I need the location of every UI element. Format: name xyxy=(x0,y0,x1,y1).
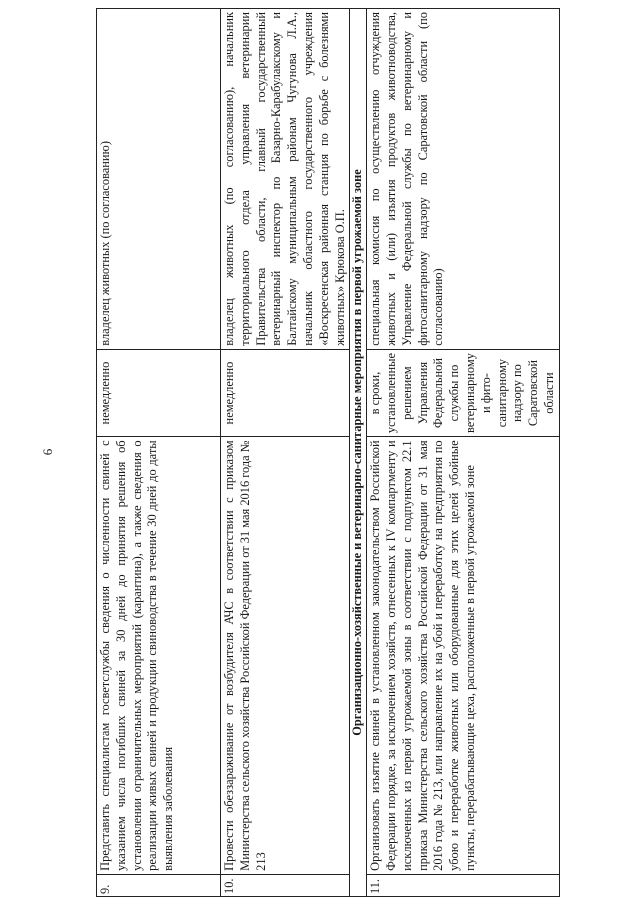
rotated-page-content xyxy=(96,8,632,897)
measure-text: Представить специалистам госветслужбы сведения о численности свиней с указанием числа погибших свиней за 30 дней до принятия решения об установлении ограничительных мероприятий (карантина), а также сведения о реализации живых свиней и продукции свиноводства в течение 30 дней до даты выявления заболевания xyxy=(97,437,221,874)
table-row-11 xyxy=(367,9,560,897)
deadline-text: немедленно xyxy=(97,349,221,437)
row-number: 10. xyxy=(221,874,350,896)
measure-text: Организовать изъятие свиней в установленном законодательством Российской Федерации порядке, за исключением хозяйств, отнесенных к IV компартменту и исключенных из первой угрожаемой зоны в соответствии с подпунктом 22.1 приказа Министерства сельского хозяйства Российской Федерации от 31 мая 2016 года № 213, или направление их на убой и переработку на предприятия по убою и переработке животных или оборудованные для этих целей убойные пункты, перерабатывающие цеха, расположенные в первой угрожаемой зоне xyxy=(367,437,560,874)
responsible-text: специальная комиссия по осуществлению отчуждения животных и (или) изъятия продуктов животноводства, Управление Федеральной службы по ветеринарному и фитосанитарному надзору по Саратовской области (по согласованию) xyxy=(367,9,560,350)
responsible-text: владелец животных (по согласованию), начальник территориального отдела управления ветеринарии Правительства области, главный государственный ветеринарный инспектор по Базарно-Карабулакскому и Балтайскому муниципальным районам Чугунова Л.А., начальник областного государственного учреждения «Воскресенская районная станция по борьбе с болезнями животных» Крюкова О.П. xyxy=(221,9,350,350)
deadline-text: немедленно xyxy=(221,349,350,437)
measure-text: Провести обеззараживание от возбудителя АЧС в соответствии с приказом Министерства сельского хозяйства Российской Федерации от 31 мая 2016 года № 213 xyxy=(221,437,350,874)
table-row-10 xyxy=(221,9,350,897)
responsible-text: владелец животных (по согласованию) xyxy=(97,9,221,350)
table-row-9 xyxy=(97,9,221,897)
row-number: 9. xyxy=(97,874,221,896)
page-number: 6 xyxy=(40,448,55,456)
section-heading: Организационно-хозяйственные и ветеринарно-санитарные мероприятия в первой угрожаемой зоне xyxy=(350,9,367,897)
measures-table xyxy=(96,8,560,897)
row-number: 11. xyxy=(367,874,560,896)
deadline-text: в сроки, установленные решением Управления Федеральной службы по ветеринарному и фито-санитарному надзору по Саратовской области xyxy=(367,349,560,437)
section-heading-row xyxy=(350,9,367,897)
